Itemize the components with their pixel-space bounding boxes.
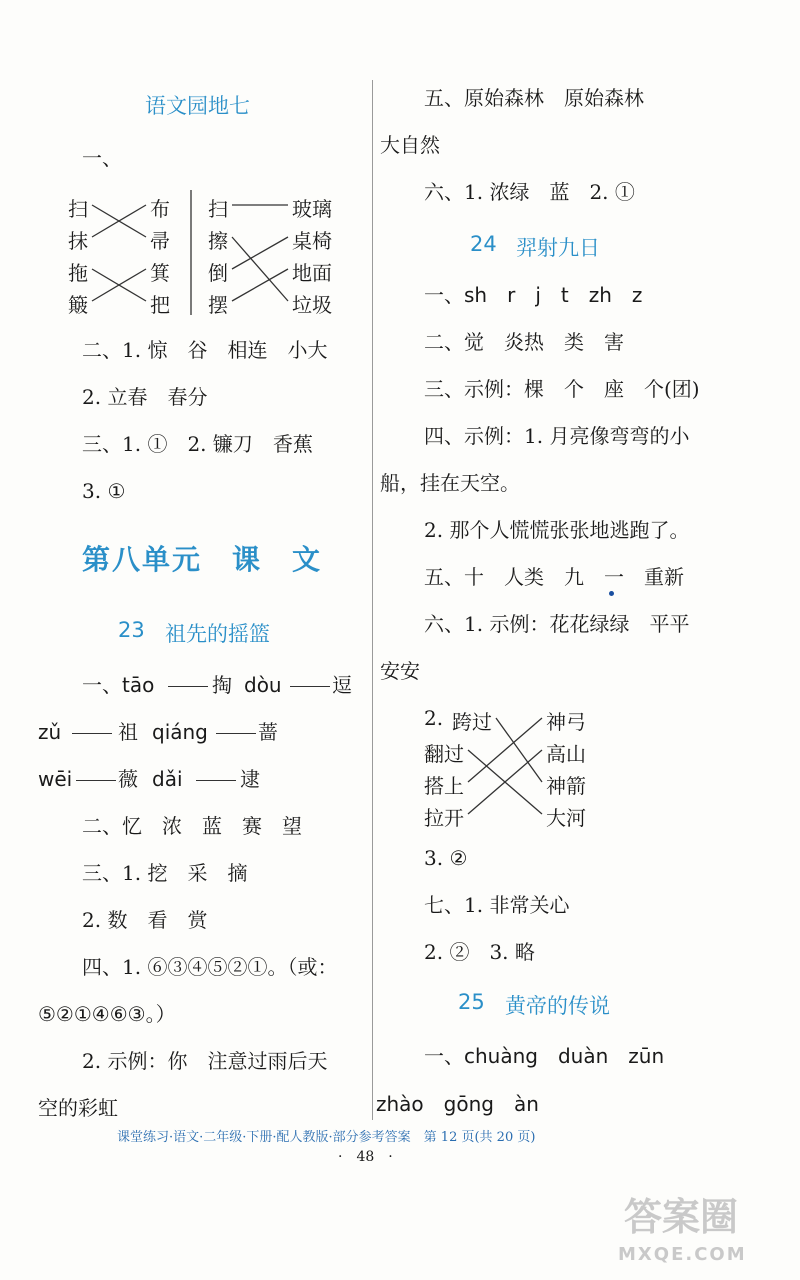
match-right-word: 神弓 — [546, 710, 586, 734]
question-label: 一、 — [82, 146, 122, 170]
character: 逮 — [240, 767, 260, 791]
match-left-word: 拉开 — [424, 806, 464, 830]
answer-line: zhào gōng àn — [376, 1092, 539, 1116]
answer-line: 大自然 — [380, 133, 440, 157]
lesson-number: 25 — [458, 990, 485, 1014]
match-right-word: 把 — [150, 293, 170, 317]
footer-text: 课堂练习·语文·二年级·下册·配人教版·部分参考答案 第 12 页(共 20 页) — [117, 1130, 536, 1145]
answer-line: 船，挂在天空。 — [380, 471, 520, 495]
match-right-word: 神箭 — [546, 774, 586, 798]
character: 逗 — [332, 673, 352, 697]
character: 薇 — [118, 767, 138, 791]
character: 掏 — [212, 673, 232, 697]
answer-line: 2. 立春 春分 — [82, 385, 208, 409]
watermark-url: MXQE.COM — [618, 1244, 747, 1265]
watermark-logo: 答案圈 — [624, 1195, 739, 1239]
answer-line: 二、1. 惊 谷 相连 小大 — [82, 338, 328, 362]
page-number: · 48 · — [338, 1149, 393, 1165]
question-label: 一、 — [82, 673, 122, 697]
match-left-word: 拖 — [68, 261, 88, 285]
pinyin: zǔ — [38, 720, 62, 744]
lesson-title: 祖先的摇篮 — [165, 622, 270, 646]
match-left-word: 翻过 — [424, 742, 464, 766]
match-left-word: 搭上 — [424, 774, 464, 798]
pinyin: qiáng — [152, 720, 208, 744]
lesson-title: 黄帝的传说 — [505, 994, 610, 1018]
match-left-word: 倒 — [208, 261, 228, 285]
pinyin: dǎi — [152, 767, 183, 791]
answer-line: 三、示例：棵 个 座 个(团) — [424, 377, 700, 401]
answer-line: 三、1. ① 2. 镰刀 香蕉 — [82, 432, 313, 456]
answer-line: 安安 — [380, 659, 420, 683]
match-left-word: 扫 — [208, 197, 228, 221]
answer-line: 2. ② 3. 略 — [424, 940, 535, 964]
match-left-word: 簸 — [68, 293, 88, 317]
answer-line: 2. 数 看 赏 — [82, 908, 208, 932]
match-right-word: 帚 — [150, 229, 170, 253]
character: 祖 — [118, 720, 138, 744]
answer-line: 五、十 人类 九 一 重新 — [424, 565, 684, 589]
answer-line: 七、1. 非常关心 — [424, 893, 570, 917]
answer-line: 2. 那个人慌慌张张地逃跑了。 — [424, 518, 690, 542]
match-right-word: 箕 — [150, 261, 170, 285]
match-right-word: 布 — [150, 197, 170, 221]
answer-line: 一、chuàng duàn zūn — [424, 1044, 665, 1068]
unit-title: 第八单元 课 文 — [82, 543, 323, 576]
character: 蔷 — [258, 720, 278, 744]
answer-line: 四、1. ⑥③④⑤②①。（或： — [82, 955, 338, 979]
match-right-word: 垃圾 — [292, 293, 332, 317]
answer-line: 一、sh r j t zh z — [424, 283, 643, 307]
match-right-word: 地面 — [292, 261, 332, 285]
pinyin: tāo — [122, 673, 155, 697]
match-left-word: 扫 — [68, 197, 88, 221]
answer-line: 六、1. 示例：花花绿绿 平平 — [424, 612, 690, 636]
lesson-title: 羿射九日 — [516, 236, 600, 260]
answer-line: 2. 示例：你 注意过雨后天 — [82, 1049, 328, 1073]
match-right-word: 高山 — [546, 742, 586, 766]
match-line — [496, 718, 542, 782]
question-number: 2. — [424, 706, 444, 730]
answer-line: 六、1. 浓绿 蓝 2. ① — [424, 180, 635, 204]
answer-line: ⑤②①④⑥③。） — [38, 1002, 176, 1026]
answer-line: 二、忆 浓 蓝 赛 望 — [82, 814, 302, 838]
match-right-word: 玻璃 — [292, 197, 332, 221]
match-right-word: 桌椅 — [292, 229, 332, 253]
match-left-word: 抹 — [68, 229, 88, 253]
section-title-garden: 语文园地七 — [145, 94, 250, 118]
answer-line: 3. ② — [424, 846, 468, 870]
answer-line: 3. ① — [82, 479, 126, 503]
match-left-word: 擦 — [208, 229, 228, 253]
answer-line: 四、示例：1. 月亮像弯弯的小 — [424, 424, 690, 448]
match-right-word: 大河 — [546, 806, 586, 830]
answer-line: 三、1. 挖 采 摘 — [82, 861, 248, 885]
lesson-number: 24 — [470, 232, 497, 256]
match-line — [468, 718, 542, 782]
match-left-word: 摆 — [208, 293, 228, 317]
answer-line: 五、原始森林 原始森林 — [424, 86, 644, 110]
pinyin: wēi — [38, 767, 73, 791]
answer-line: 二、觉 炎热 类 害 — [424, 330, 624, 354]
pinyin: dòu — [244, 673, 282, 697]
match-left-word: 跨过 — [452, 710, 492, 734]
answer-line: 空的彩虹 — [38, 1096, 118, 1120]
lesson-number: 23 — [118, 618, 145, 642]
